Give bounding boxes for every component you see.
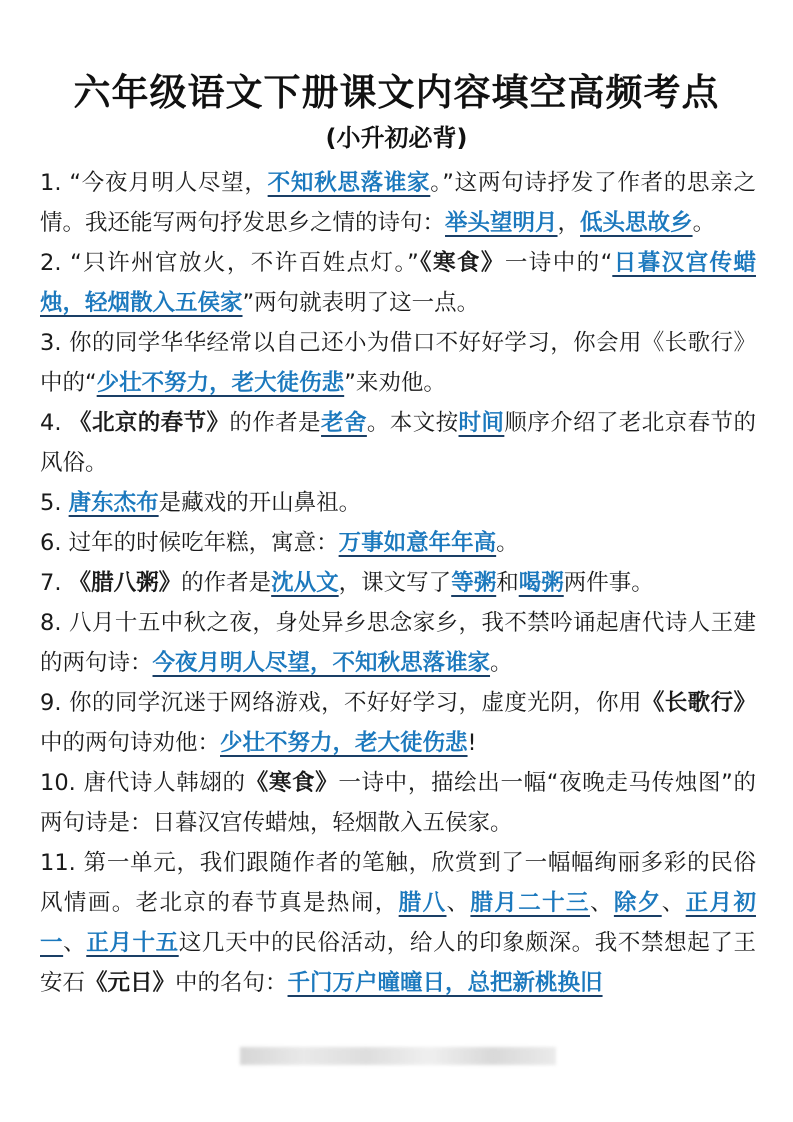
question-item <box>40 603 756 683</box>
answer-text: 腊月二十三 <box>470 890 590 916</box>
question-text: 1. “今夜月明人尽望， <box>40 170 268 196</box>
question-text: 这几天中的民俗活动，给人的印象颇深。我不禁想起了王安石 <box>40 930 756 996</box>
question-text: 顺序介绍了老北京春节的风俗。 <box>40 410 756 476</box>
answer-text: 腊八 <box>398 890 447 916</box>
answer-text: 老舍 <box>321 410 367 436</box>
question-text: ， <box>557 210 581 236</box>
question-text: 一诗中，描绘出一幅“夜晚走马传烛图”的两句诗是：日暮汉宫传蜡烛，轻烟散入五侯家。 <box>40 770 756 836</box>
book-title: 《寒食》 <box>418 250 505 276</box>
question-text: 。 <box>490 650 513 676</box>
question-item <box>40 843 756 1003</box>
question-text: 中的两句诗劝他： <box>40 730 221 756</box>
question-text: 。 <box>692 210 716 236</box>
question-item <box>40 523 756 563</box>
question-text: 2. “只许州官放火，不许百姓点灯。” <box>40 250 419 276</box>
page-title: 六年级语文下册课文内容填空高频考点 <box>73 71 720 114</box>
book-title: 《元日》 <box>85 970 176 996</box>
question-text: 、 <box>661 890 686 916</box>
question-text: 、 <box>589 890 614 916</box>
question-text: 的作者是 <box>229 410 322 436</box>
answer-text: 喝粥 <box>518 570 564 596</box>
question-text: 、 <box>63 930 87 956</box>
question-item <box>40 483 756 523</box>
question-text: ，课文写了 <box>338 570 452 596</box>
answer-text: 除夕 <box>613 890 662 916</box>
answer-text: 不知秋思落谁家 <box>267 170 431 196</box>
book-title: 《腊八粥》 <box>68 570 182 596</box>
question-text: ”两句就表明了这一点。 <box>242 290 480 316</box>
question-item <box>40 243 756 323</box>
book-title: 《北京的春节》 <box>69 410 230 436</box>
blurred-watermark <box>240 1047 556 1065</box>
answer-text: 等粥 <box>451 570 497 596</box>
question-text: ”来劝他。 <box>344 370 446 396</box>
answer-text: 正月十五 <box>86 930 179 956</box>
question-text: ! <box>467 730 477 756</box>
question-text: 3. 你的同学华华经常以自己还小为借口不好好学习，你会用《长歌行》中的“ <box>40 330 756 396</box>
question-list <box>40 163 756 1029</box>
answer-text: 低头思故乡 <box>580 210 693 236</box>
answer-text: 正月初一 <box>40 890 756 956</box>
book-title: 《长歌行》 <box>641 690 756 716</box>
book-title: 《寒食》 <box>245 770 339 796</box>
answer-text: 举头望明月 <box>445 210 558 236</box>
question-text: 一诗中的“ <box>504 250 613 276</box>
answer-text: 唐东杰布 <box>68 490 159 516</box>
question-text: 和 <box>496 570 519 596</box>
question-text: 的作者是 <box>181 570 272 596</box>
answer-text: 时间 <box>458 410 505 436</box>
answer-text: 日暮汉宫传蜡烛，轻烟散入五侯家 <box>40 250 756 316</box>
question-text: 。”这两句诗抒发了作者的思亲之情。我还能写两句抒发思乡之情的诗句： <box>40 170 756 236</box>
question-text: 是藏戏的开山鼻祖。 <box>158 490 362 516</box>
question-text: 中的名句： <box>175 970 288 996</box>
question-text: 6. 过年的时候吃年糕，寓意： <box>40 530 339 556</box>
question-text: 11. 第一单元，我们跟随作者的笔触，欣赏到了一幅幅绚丽多彩的民俗风情画。老北京的春节真是热闹， <box>40 850 756 916</box>
question-item <box>40 563 756 603</box>
answer-text: 少壮不努力，老大徒伤悲 <box>96 370 345 396</box>
answer-text: 少壮不努力，老大徒伤悲 <box>220 730 468 756</box>
answer-text: 今夜月明人尽望，不知秋思落谁家 <box>152 650 491 676</box>
question-item <box>40 403 756 483</box>
question-text: 10. 唐代诗人韩翃的 <box>40 770 246 796</box>
question-text: 两件事。 <box>563 570 654 596</box>
question-text: 。本文按 <box>366 410 459 436</box>
question-item <box>40 683 756 763</box>
answer-text: 沈从文 <box>271 570 339 596</box>
page-subtitle: (小升初必背) <box>325 124 468 152</box>
question-text: 。 <box>496 530 519 556</box>
question-text: 8. 八月十五中秋之夜，身处异乡思念家乡，我不禁吟诵起唐代诗人王建的两句诗： <box>40 610 756 676</box>
question-text: 、 <box>446 890 471 916</box>
question-item <box>40 323 756 403</box>
question-text: 4. <box>40 410 70 436</box>
question-item <box>40 163 756 243</box>
answer-text: 万事如意年年高 <box>338 530 497 556</box>
question-text: 7. <box>40 570 69 596</box>
answer-text: 千门万户曈曈日，总把新桃换旧 <box>287 970 603 996</box>
question-item <box>40 763 756 843</box>
question-text: 9. 你的同学沉迷于网络游戏，不好好学习，虚度光阴，你用 <box>40 690 642 716</box>
question-text: 5. <box>40 490 69 516</box>
